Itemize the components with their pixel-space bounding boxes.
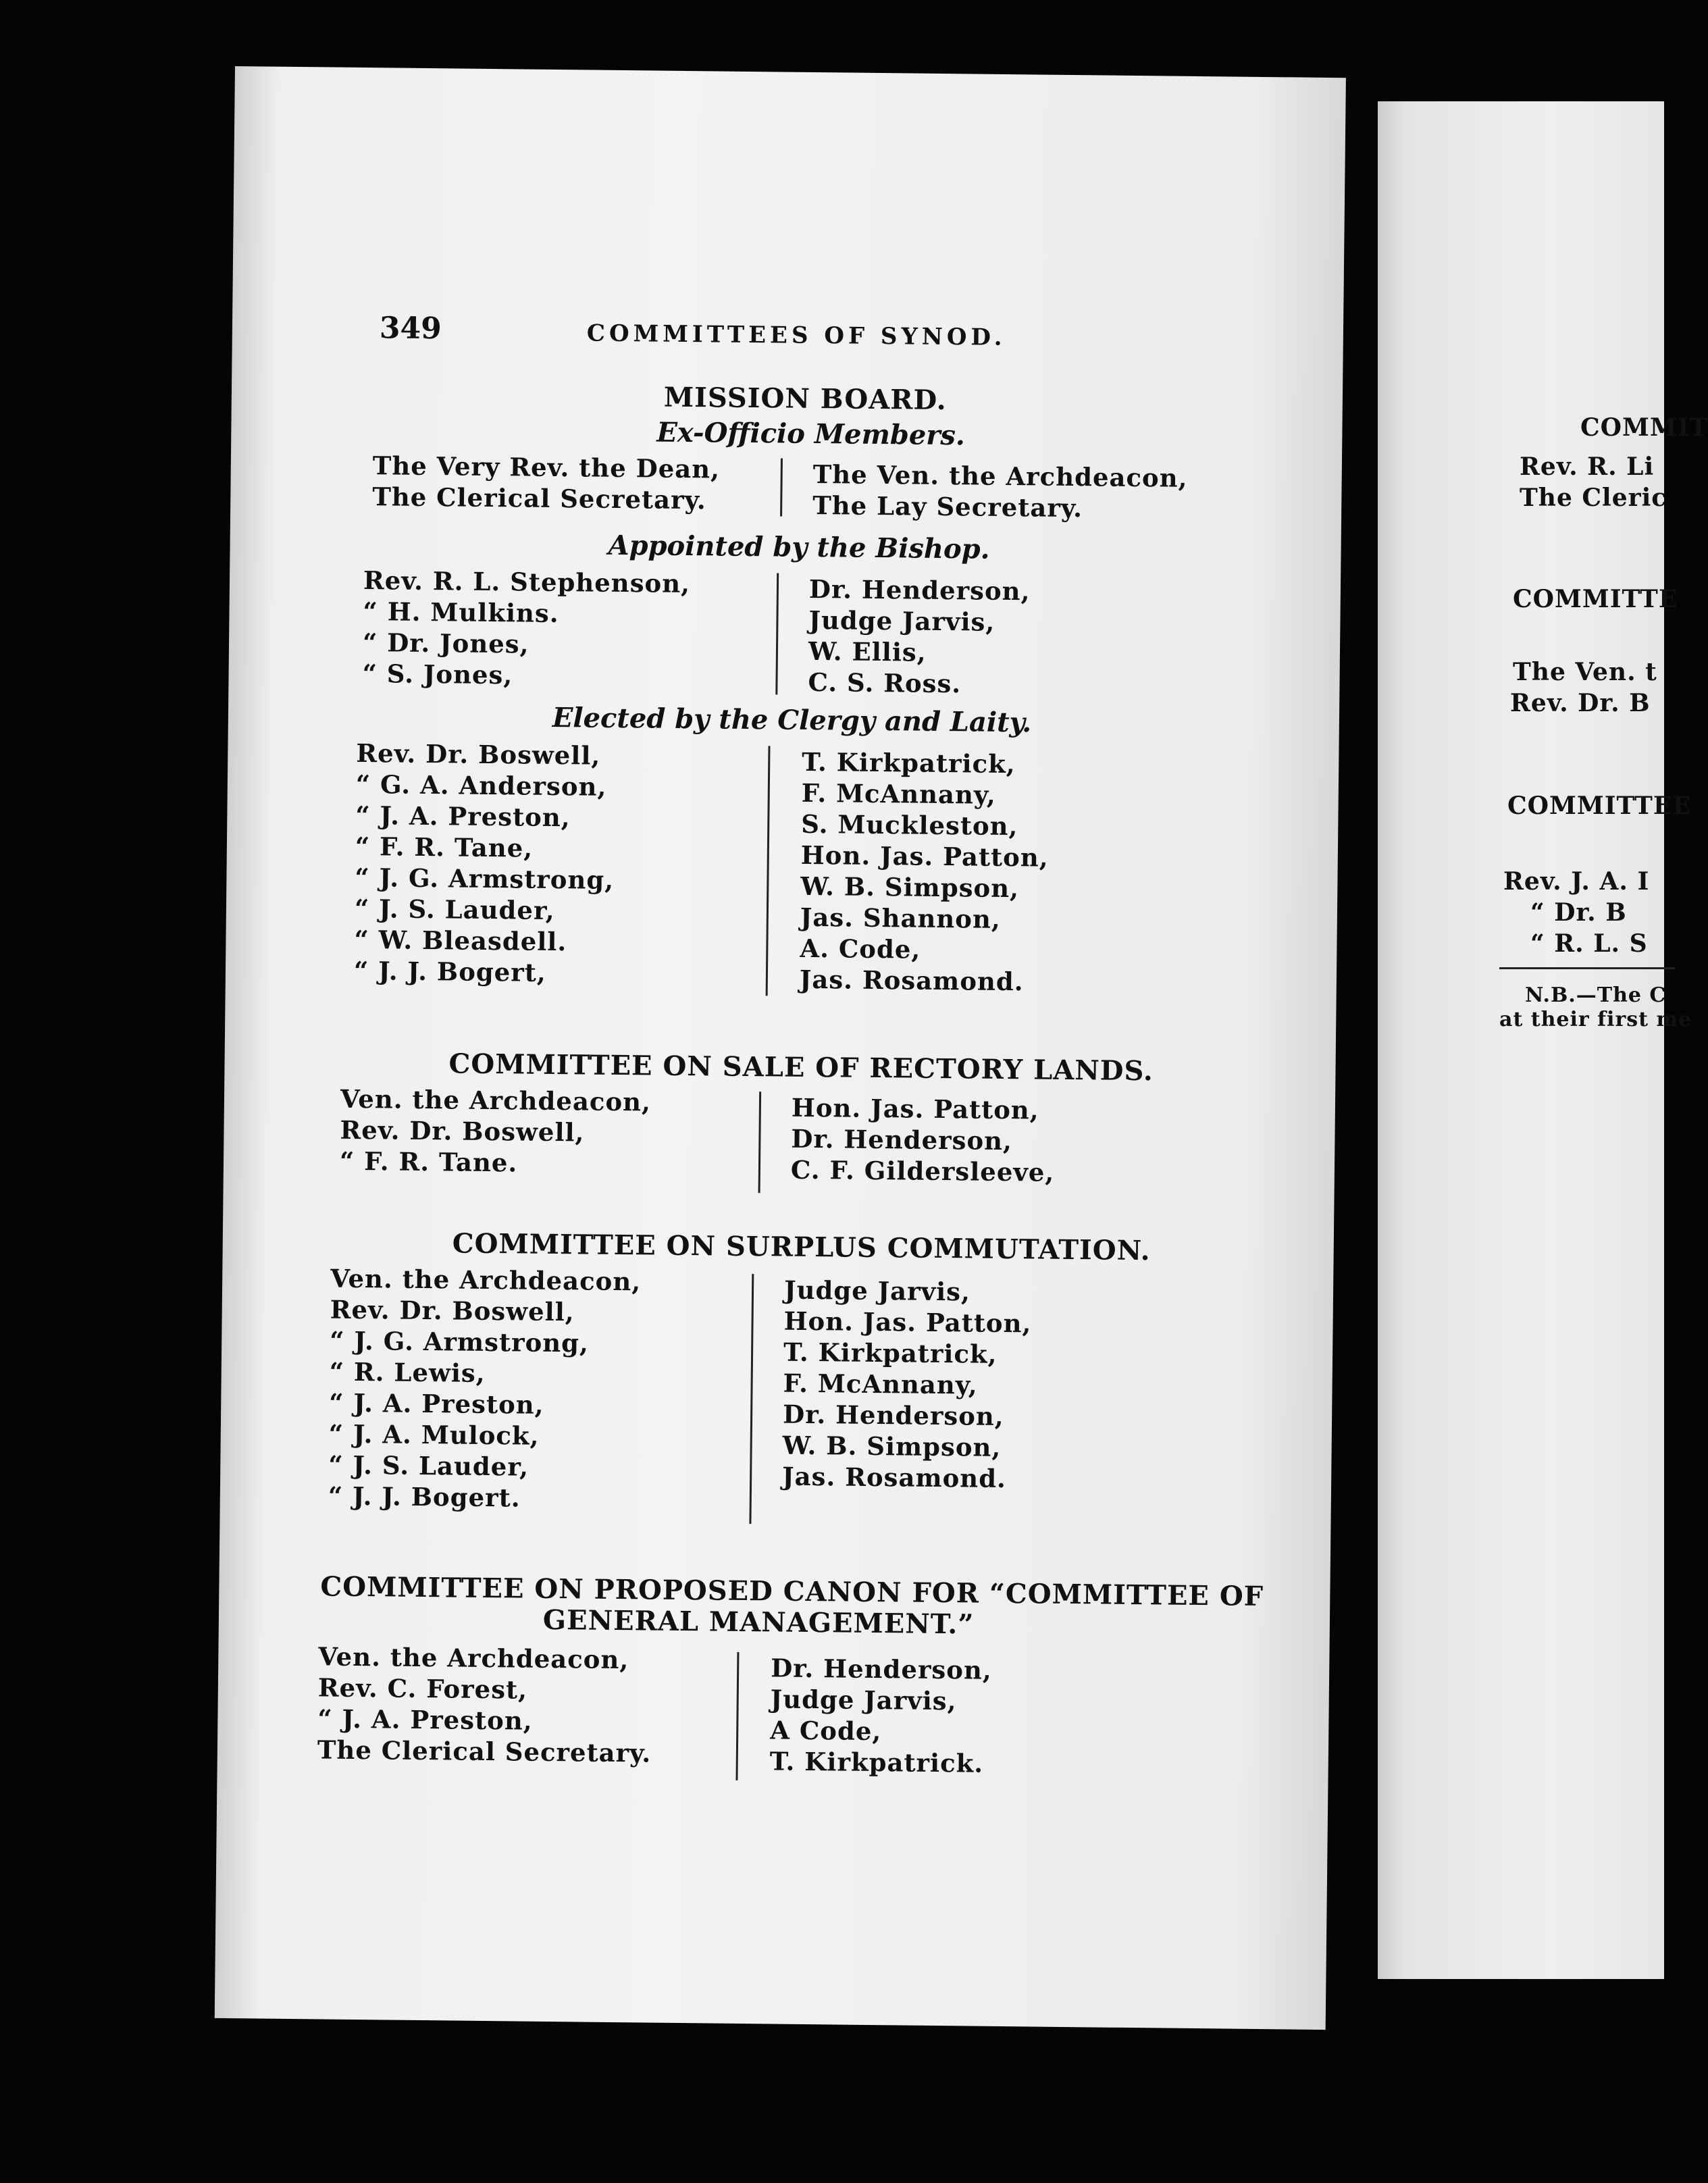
list-item: Hon. Jas. Patton, — [791, 1092, 1039, 1125]
list-item: The Very Rev. the Dean, — [372, 451, 721, 484]
list-item: A Code, — [770, 1715, 882, 1747]
list-item: Rev. Dr. Boswell, — [340, 1114, 585, 1148]
list-item: “ J. A. Preston, — [329, 1387, 544, 1420]
list-item: Dr. Henderson, — [770, 1653, 992, 1685]
column-divider — [735, 1652, 739, 1780]
facing-line: Rev. J. A. I — [1503, 867, 1650, 896]
list-item: Rev. C. Forest, — [317, 1672, 528, 1705]
list-item: Ven. the Archdeacon, — [340, 1083, 652, 1117]
ex-officio-left — [372, 450, 720, 515]
surplus-commutation-right — [782, 1275, 1032, 1495]
list-item: Hon. Jas. Patton, — [800, 840, 1049, 873]
facing-line: Rev. R. Li — [1520, 453, 1655, 481]
ex-officio-heading: Ex-Officio Members. — [656, 416, 966, 452]
list-item: “ H. Mulkins. — [363, 596, 559, 629]
list-item: W. B. Simpson, — [782, 1430, 1002, 1462]
ex-officio-right — [812, 459, 1188, 525]
list-item: W. Ellis, — [808, 636, 927, 667]
list-item: “ J. G. Armstrong, — [355, 862, 615, 895]
list-item: Jas. Rosamond. — [781, 1461, 1007, 1494]
facing-line: COMMIT — [1580, 413, 1708, 442]
appointed-heading: Appointed by the Bishop. — [608, 529, 990, 565]
column-divider — [780, 458, 783, 516]
list-item: “ S. Jones, — [362, 659, 513, 690]
list-item: “ J. G. Armstrong, — [330, 1325, 590, 1358]
list-item: Judge Jarvis, — [770, 1684, 957, 1716]
list-item: “ G. A. Anderson, — [355, 769, 607, 802]
list-item: “ Dr. Jones, — [362, 627, 529, 659]
list-item: “ J. A. Mulock, — [328, 1418, 540, 1451]
facing-line: Rev. Dr. B — [1510, 689, 1651, 717]
column-divider — [749, 1274, 754, 1524]
elected-left — [354, 738, 616, 989]
list-item: Dr. Henderson, — [791, 1123, 1013, 1156]
list-item: Dr. Henderson, — [782, 1399, 1004, 1432]
running-title: COMMITTEES OF SYNOD. — [586, 319, 1006, 351]
appointed-right — [808, 573, 1030, 700]
facing-line: COMMITTE — [1513, 585, 1678, 613]
surplus-commutation-title: COMMITTEE ON SURPLUS COMMUTATION. — [452, 1227, 1151, 1267]
list-item: “ J. A. Preston, — [317, 1703, 533, 1736]
mission-board-title: MISSION BOARD. — [663, 381, 947, 417]
list-item: T. Kirkpatrick, — [783, 1337, 998, 1369]
proposed-canon-title-line2: GENERAL MANAGEMENT.” — [542, 1603, 975, 1641]
list-item: The Clerical Secretary. — [317, 1735, 652, 1768]
list-item: Judge Jarvis, — [808, 605, 995, 637]
list-item: Jas. Shannon, — [800, 902, 1002, 934]
list-item: T. Kirkpatrick, — [802, 746, 1016, 779]
list-item: Hon. Jas. Patton, — [783, 1306, 1032, 1339]
column-divider — [775, 573, 779, 694]
list-item: C. S. Ross. — [808, 667, 962, 699]
facing-line: N.B.—The C — [1525, 983, 1667, 1007]
document-page — [215, 66, 1346, 2030]
list-item: The Lay Secretary. — [812, 490, 1083, 523]
list-item: “ J. J. Bogert, — [353, 955, 547, 987]
facing-line: The Ven. t — [1513, 658, 1657, 686]
column-divider — [758, 1092, 762, 1193]
list-item: “ J. J. Bogert. — [328, 1481, 521, 1513]
proposed-canon-left — [317, 1641, 652, 1768]
proposed-canon-right — [770, 1652, 992, 1778]
list-item: F. McAnnany, — [801, 777, 997, 810]
elected-heading: Elected by the Clergy and Laity. — [552, 701, 1032, 739]
rectory-lands-title: COMMITTEE ON SALE OF RECTORY LANDS. — [448, 1048, 1154, 1087]
list-item: Rev. R. L. Stephenson, — [363, 565, 691, 599]
rule — [1499, 967, 1675, 969]
list-item: Rev. Dr. Boswell, — [330, 1294, 575, 1327]
facing-line: COMMITTEE — [1507, 792, 1692, 820]
list-item: C. F. Gildersleeve, — [790, 1154, 1055, 1187]
rectory-lands-right — [791, 1092, 1056, 1188]
surplus-commutation-left — [328, 1263, 642, 1515]
list-item: W. B. Simpson, — [800, 871, 1020, 904]
rectory-lands-left — [340, 1083, 651, 1180]
list-item: Rev. Dr. Boswell, — [356, 738, 601, 771]
list-item: Ven. the Archdeacon, — [330, 1263, 642, 1297]
list-item: The Ven. the Archdeacon, — [812, 459, 1188, 493]
facing-line: “ R. L. S — [1530, 929, 1648, 958]
list-item: “ J. S. Lauder, — [354, 893, 555, 926]
facing-line: “ Dr. B — [1530, 898, 1627, 927]
list-item: “ F. R. Tane, — [355, 831, 534, 863]
list-item: F. McAnnany, — [783, 1368, 978, 1400]
list-item: “ J. S. Lauder, — [328, 1449, 529, 1482]
bleed-through — [1150, 386, 1158, 412]
list-item: T. Kirkpatrick. — [769, 1746, 984, 1778]
elected-right — [800, 746, 1050, 998]
list-item: Dr. Henderson, — [808, 573, 1031, 607]
list-item: “ W. Bleasdell. — [354, 924, 567, 957]
facing-line: at their first me — [1499, 1008, 1692, 1031]
list-item: A. Code, — [800, 933, 921, 965]
page-number: 349 — [379, 311, 442, 346]
list-item: S. Muckleston, — [801, 808, 1018, 842]
facing-page — [1378, 101, 1708, 1979]
list-item: Ven. the Archdeacon, — [318, 1641, 629, 1675]
facing-line: The Cleric — [1520, 484, 1667, 512]
list-item: Jas. Rosamond. — [799, 964, 1024, 997]
column-divider — [766, 746, 771, 996]
list-item: The Clerical Secretary. — [372, 482, 706, 515]
list-item: “ R. Lewis, — [329, 1356, 486, 1388]
appointed-left — [362, 565, 690, 692]
list-item: “ J. A. Preston, — [355, 800, 571, 833]
proposed-canon-title-line1: COMMITTEE ON PROPOSED CANON FOR “COMMITTEE OF — [320, 1570, 1264, 1613]
list-item: “ F. R. Tane. — [339, 1146, 518, 1178]
list-item: Judge Jarvis, — [783, 1275, 971, 1307]
